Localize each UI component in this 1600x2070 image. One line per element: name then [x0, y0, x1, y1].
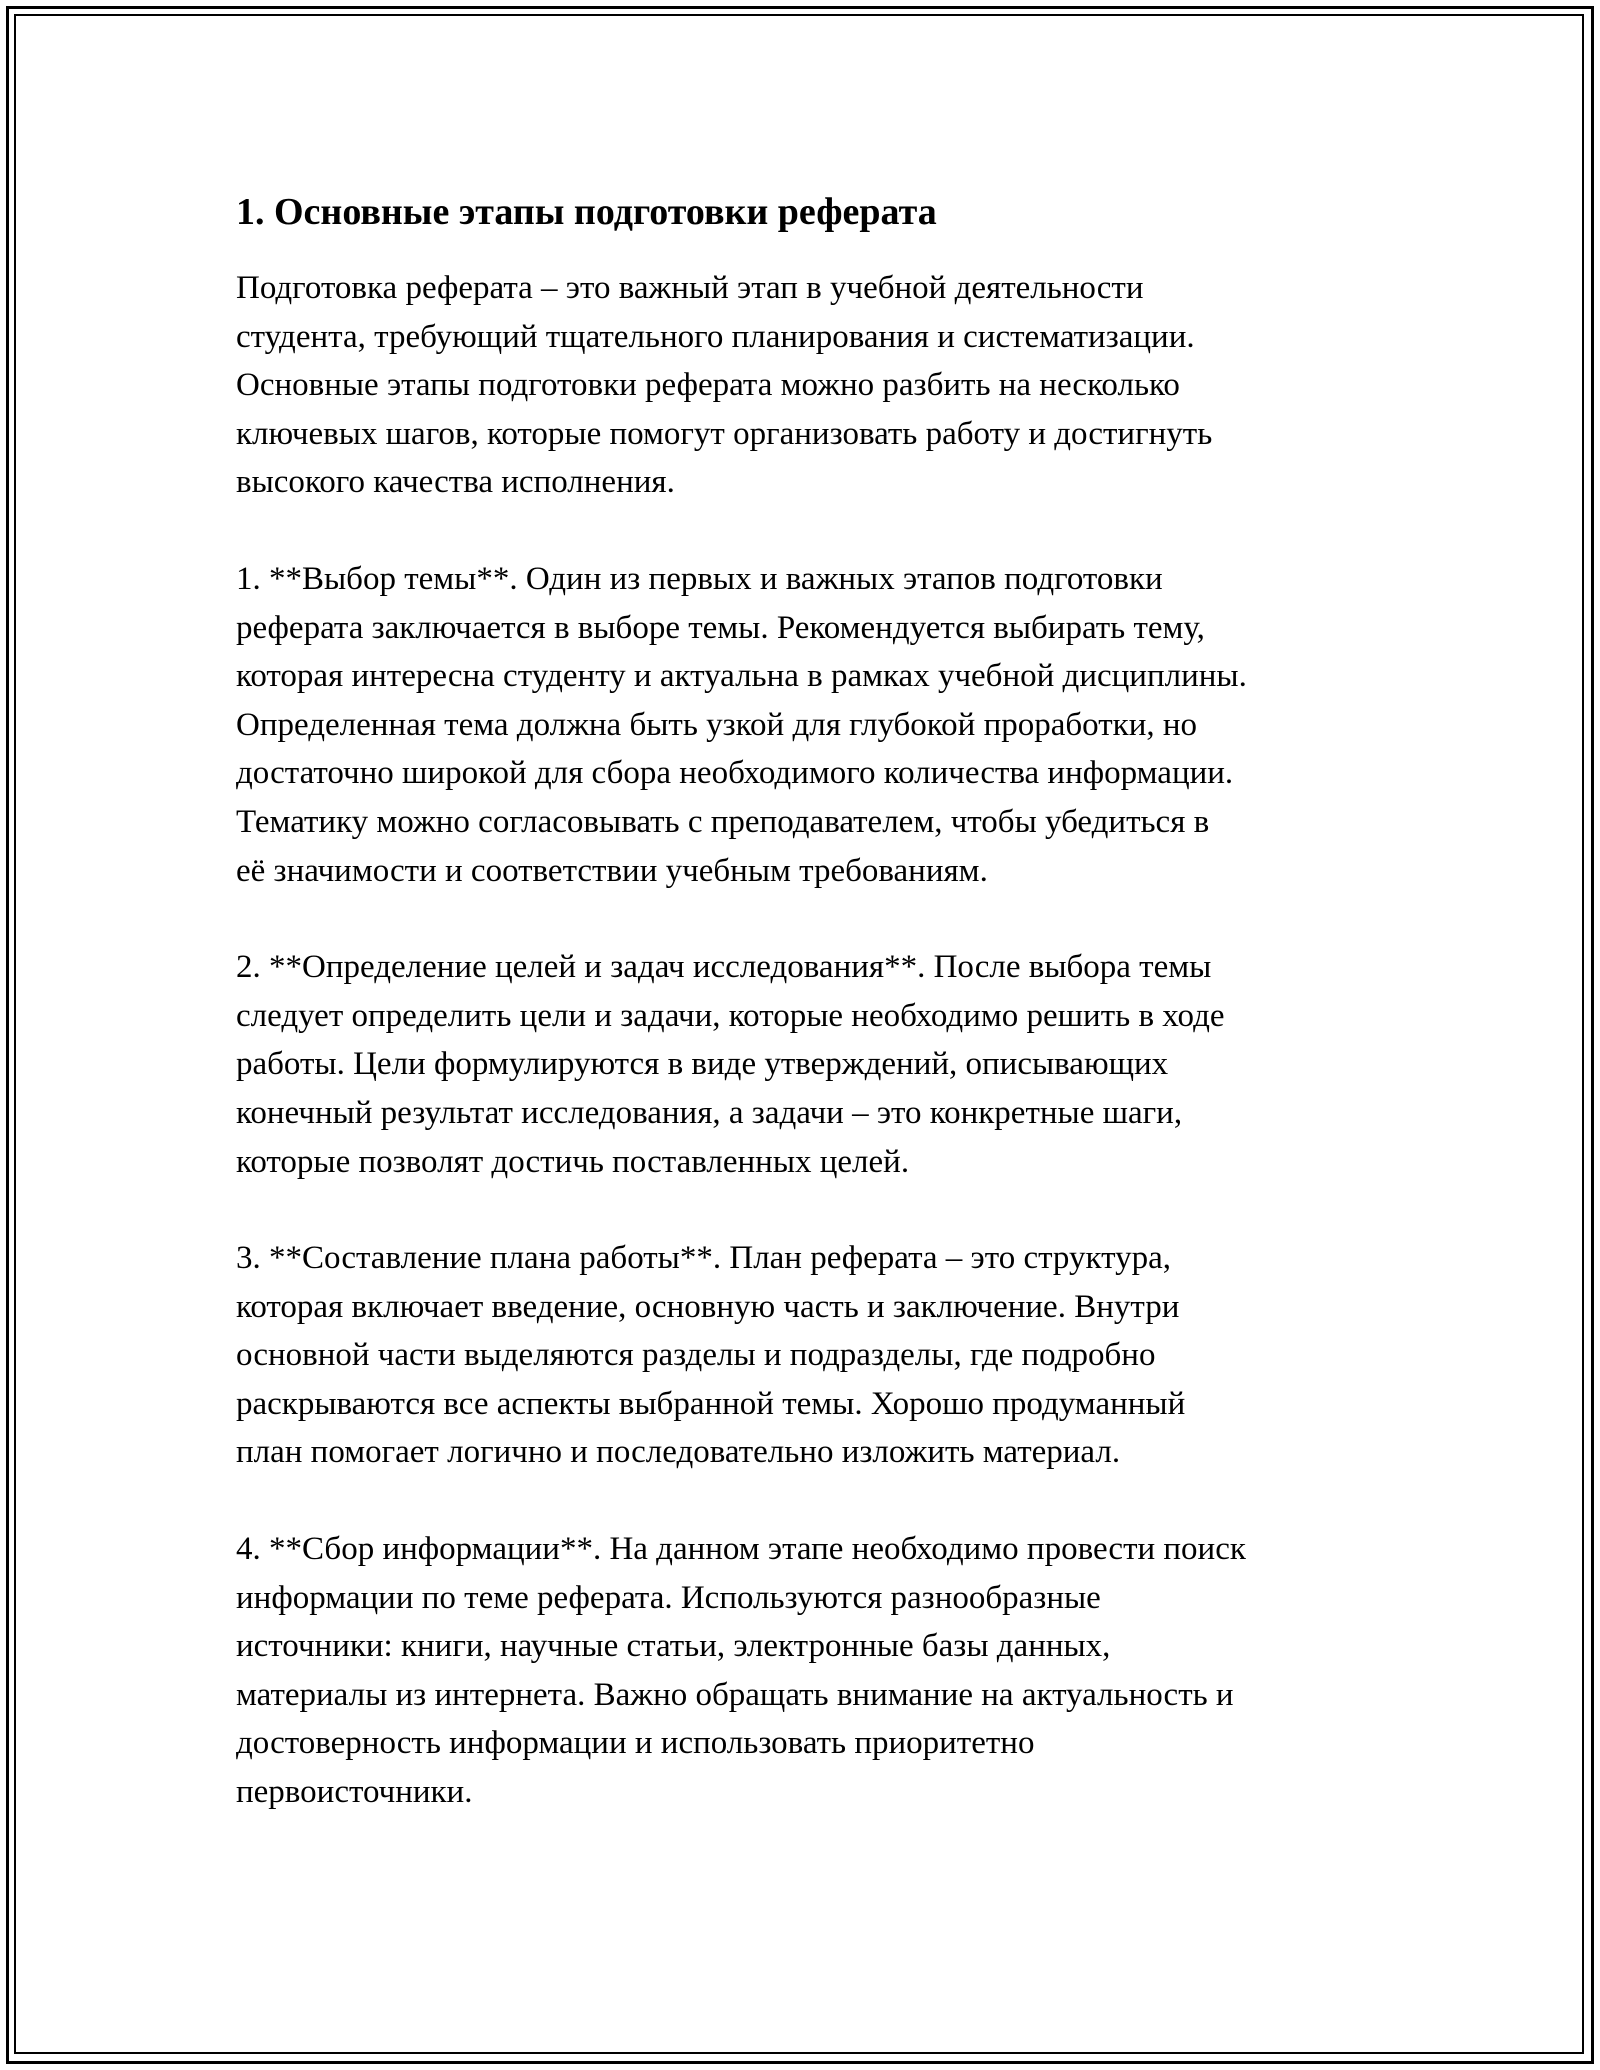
document-body: [236, 186, 1416, 1865]
paragraph-information-gathering: 4. **Сбор информации**. На данном этапе необходимо провести поиск информации по теме реферата. Используются разнообразные источники: книги, научные статьи, электронные базы данных, материалы из интернета. Важно обращать внимание на актуальность и достоверность информации и использовать приоритетно первоисточники.: [236, 1531, 1246, 1811]
paragraph-goals-and-tasks: 2. **Определение целей и задач исследования**. После выбора темы следует определить цели и задачи, которые необходимо решить в ходе работы. Цели формулируются в виде утверждений, описывающих конечный результат исследования, а задачи – это конкретные шаги, которые позволят достичь поставленных целей.: [236, 949, 1225, 1180]
intro-paragraph: Подготовка реферата – это важный этап в учебной деятельности студента, требующий тщательного планирования и систематизации. Основные этапы подготовки реферата можно разбить на несколько ключевых шагов, которые помогут организовать работу и достигнуть высокого качества исполнения.: [236, 270, 1213, 501]
paragraph-work-plan: 3. **Составление плана работы**. План реферата – это структура, которая включает введение, основную часть и заключение. Внутри основной части выделяются разделы и подразделы, где подробно раскрываются все аспекты выбранной темы. Хорошо продуманный план помогает логично и последовательно изложить материал.: [236, 1240, 1186, 1471]
paragraph-topic-selection: 1. **Выбор темы**. Один из первых и важных этапов подготовки реферата заключается в выборе темы. Рекомендуется выбирать тему, которая интересна студенту и актуальна в рамках учебной дисциплины. Определенная тема должна быть узкой для глубокой проработки, но достаточно широкой для сбора необходимого количества информации. Тематику можно согласовывать с преподавателем, чтобы убедиться в её значимости и соответствии учебным требованиям.: [236, 560, 1247, 889]
section-heading: 1. Основные этапы подготовки реферата: [236, 191, 937, 233]
